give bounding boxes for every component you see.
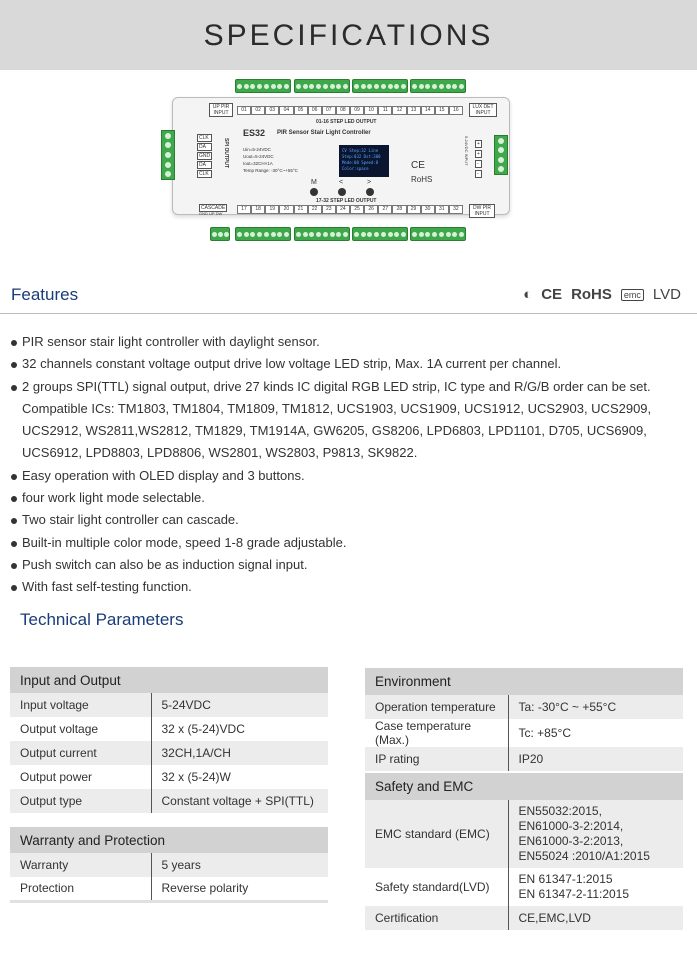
- channel-label: 06: [308, 106, 322, 115]
- up-pir-label: UP PIR INPUT: [209, 103, 233, 117]
- channel-label: 08: [336, 106, 350, 115]
- dw-pir-label: DW PIR INPUT: [469, 204, 495, 218]
- channel-label: 27: [378, 205, 392, 214]
- rohs-logo: RoHS: [571, 286, 612, 303]
- channel-label: 23: [322, 205, 336, 214]
- channel-label: 05: [294, 106, 308, 115]
- ul-icon: ◐: [523, 286, 533, 303]
- features-heading: Features: [11, 285, 79, 304]
- environment-table: [365, 668, 683, 771]
- prev-button-label: <: [339, 179, 344, 186]
- channel-label: 26: [364, 205, 378, 214]
- spi-label: SPI OUTPUT: [223, 138, 229, 169]
- param-value: 32CH,1A/CH: [151, 741, 328, 765]
- divider: [0, 313, 697, 314]
- channel-label: 04: [279, 106, 293, 115]
- controller-body: [172, 97, 510, 215]
- cert-logos: [523, 286, 681, 303]
- safety-table: [365, 773, 683, 930]
- param-name: Certification: [365, 906, 508, 930]
- top-output-label: 01-16 STEP LED OUTPUT: [316, 119, 377, 125]
- channel-label: 01: [237, 106, 251, 115]
- param-name: Output type: [10, 789, 151, 813]
- table-row: [365, 747, 683, 771]
- feature-item: four work light mode selectable.: [11, 487, 691, 509]
- terminal-block: [235, 227, 291, 241]
- power-pin: -: [475, 170, 482, 178]
- ce-logo: CE: [541, 286, 563, 303]
- param-value: 5 years: [151, 853, 328, 877]
- table-row: [10, 853, 328, 877]
- terminal-block: [210, 227, 230, 241]
- feature-item: PIR sensor stair light controller with daylight sensor.: [11, 331, 691, 353]
- channel-label: 18: [251, 205, 265, 214]
- channel-label: 02: [251, 106, 265, 115]
- param-name: IP rating: [365, 747, 508, 771]
- feature-item: Built-in multiple color mode, speed 1-8 grade adjustable.: [11, 532, 691, 554]
- channel-label: 09: [350, 106, 364, 115]
- technical-heading: Technical Parameters: [20, 610, 184, 629]
- spi-pin: DA: [197, 143, 212, 151]
- param-value: Ta: -30°C ~ +55°C: [508, 695, 683, 719]
- channel-label: 30: [421, 205, 435, 214]
- feature-item: Two stair light controller can cascade.: [11, 509, 691, 531]
- prev-button: [338, 188, 346, 196]
- channel-label: 32: [449, 205, 463, 214]
- param-name: Output voltage: [10, 717, 151, 741]
- product-image: [160, 75, 520, 250]
- bottom-channel-labels: [237, 205, 463, 214]
- channel-label: 21: [294, 205, 308, 214]
- param-value: Constant voltage + SPI(TTL): [151, 789, 328, 813]
- table-row: [365, 695, 683, 719]
- spi-pin: DA: [197, 161, 212, 169]
- power-pin: +: [477, 151, 480, 157]
- table-row: [10, 717, 328, 741]
- input-output-table: [10, 667, 328, 813]
- spi-pin: CLK: [197, 170, 212, 178]
- feature-item: Easy operation with OLED display and 3 buttons.: [11, 465, 691, 487]
- param-value: EN55032:2015, EN61000-3-2:2014, EN61000-3-2:2013, EN55024 :2010/A1:2015: [508, 800, 683, 868]
- param-value: Reverse polarity: [161, 880, 249, 895]
- channel-label: 29: [407, 205, 421, 214]
- m-button-label: M: [311, 179, 317, 186]
- spi-terminal: [161, 130, 175, 180]
- param-name: Case temperature (Max.): [365, 719, 508, 747]
- channel-label: 03: [265, 106, 279, 115]
- channel-label: 12: [392, 106, 406, 115]
- spec-lines: [243, 146, 298, 174]
- emc-logo: emc: [621, 289, 644, 301]
- channel-label: 20: [279, 205, 293, 214]
- channel-label: 11: [378, 106, 392, 115]
- table-row: [10, 877, 328, 901]
- next-button-label: >: [367, 179, 372, 186]
- m-button: [310, 188, 318, 196]
- feature-item: 32 channels constant voltage output drive low voltage LED strip, Max. 1A current per channel.: [11, 353, 691, 375]
- table-row: [10, 765, 328, 789]
- oled-line: Color:space: [342, 166, 369, 171]
- oled-line: Step:032 Dst:300: [342, 154, 381, 159]
- terminal-block: [294, 227, 350, 241]
- channel-label: 07: [322, 106, 336, 115]
- product-name-label: PIR Sensor Stair Light Controller: [277, 130, 371, 136]
- param-name: Output power: [10, 765, 151, 789]
- lvd-logo: LVD: [652, 286, 681, 303]
- power-label: 5-24VDC INPUT: [464, 136, 469, 166]
- terminal-block: [235, 79, 291, 93]
- power-pins: [475, 140, 482, 178]
- spec-line: Uout=5-24VDC: [243, 154, 274, 159]
- power-pin: -: [475, 160, 482, 168]
- power-pin: +: [477, 141, 480, 147]
- spec-line: Uin=5-24VDC: [243, 147, 271, 152]
- cascade-pin: UP: [209, 211, 215, 216]
- top-channel-labels: [237, 106, 463, 115]
- channel-label: 28: [392, 205, 406, 214]
- param-name: Output current: [10, 741, 151, 765]
- spec-line: Temp Range: -30°C~+55°C: [243, 168, 298, 173]
- page-title: SPECIFICATIONS: [0, 0, 697, 70]
- ce-mark: CE: [411, 160, 425, 171]
- cascade-pin: GND: [199, 211, 208, 216]
- channel-label: 17: [237, 205, 251, 214]
- param-value: IP20: [508, 747, 683, 771]
- table-row: [10, 789, 328, 813]
- feature-item: Push switch can also be as induction signal input.: [11, 554, 691, 576]
- terminal-block: [352, 227, 408, 241]
- table-row: [10, 741, 328, 765]
- terminal-block: [294, 79, 350, 93]
- spec-line: Iout=32CH×1A: [243, 161, 273, 166]
- feature-item: With fast self-testing function.: [11, 576, 691, 598]
- param-name: EMC standard (EMC): [365, 800, 508, 868]
- spi-pin: GND: [199, 153, 211, 159]
- param-name: Warranty: [10, 853, 151, 877]
- terminal-block: [352, 79, 408, 93]
- rohs-mark: RoHS: [411, 175, 433, 184]
- param-value: 5-24VDC: [151, 693, 328, 717]
- channel-label: 10: [364, 106, 378, 115]
- model-label: ES32: [243, 128, 266, 138]
- channel-label: 16: [449, 106, 463, 115]
- param-value: 32 x (5-24)VDC: [161, 721, 245, 736]
- param-name: Protection: [10, 877, 151, 901]
- cascade-pins: [199, 211, 222, 216]
- channel-label: 19: [265, 205, 279, 214]
- lux-det-label: LUX DET INPUT: [469, 103, 497, 117]
- table-row: [365, 906, 683, 930]
- table-row: [10, 693, 328, 717]
- feature-item: 2 groups SPI(TTL) signal output, drive 27 kinds IC digital RGB LED strip, IC type and R/G/B order can be set. Compatible ICs: TM1803, TM1804, TM1809, TM1812, UCS1903, UCS1909, UCS1912, UCS2903, UCS2909, UCS2912, WS2811,WS2812, TM1829, TM1914A, GW6205, GS8206, LPD6803, LPD1101, D705, UCS6909, UCS6912, LPD8803, LPD8806, WS2801, WS2803, P9813, SK9822.: [11, 376, 691, 465]
- terminal-block: [410, 79, 466, 93]
- table-header: Safety and EMC: [365, 773, 683, 800]
- channel-label: 13: [407, 106, 421, 115]
- bottom-output-label: 17-32 STEP LED OUTPUT: [316, 198, 377, 204]
- oled-display: [339, 145, 389, 177]
- table-header: Input and Output: [10, 667, 328, 693]
- channel-label: 24: [336, 205, 350, 214]
- power-terminal: [494, 135, 508, 175]
- terminal-block: [410, 227, 466, 241]
- table-row: [365, 719, 683, 747]
- spi-pins: [197, 134, 212, 178]
- table-row: [365, 800, 683, 868]
- channel-label: 22: [308, 205, 322, 214]
- channel-label: 15: [435, 106, 449, 115]
- cascade-label: CASCADE: [201, 205, 226, 211]
- channel-label: 31: [435, 205, 449, 214]
- warranty-table: [10, 827, 328, 903]
- oled-line: CV Step:32 Line: [342, 148, 379, 153]
- next-button: [366, 188, 374, 196]
- param-value: CE,EMC,LVD: [508, 906, 683, 930]
- table-header: Environment: [365, 668, 683, 695]
- features-list: [11, 331, 691, 599]
- param-value: Tc: +85°C: [518, 725, 571, 740]
- param-name: Input voltage: [10, 693, 151, 717]
- table-header: Warranty and Protection: [10, 827, 328, 853]
- spi-pin: CLK: [197, 134, 212, 142]
- param-value: EN 61347-1:2015 EN 61347-2-11:2015: [518, 872, 630, 901]
- oled-line: Mode:00 Speed:8: [342, 160, 379, 165]
- param-name: Operation temperature: [365, 695, 508, 719]
- param-value: 32 x (5-24)W: [161, 769, 231, 784]
- cascade-pin: DW: [215, 211, 223, 216]
- table-row: [365, 868, 683, 906]
- channel-label: 14: [421, 106, 435, 115]
- param-name: Safety standard(LVD): [365, 868, 508, 906]
- channel-label: 25: [350, 205, 364, 214]
